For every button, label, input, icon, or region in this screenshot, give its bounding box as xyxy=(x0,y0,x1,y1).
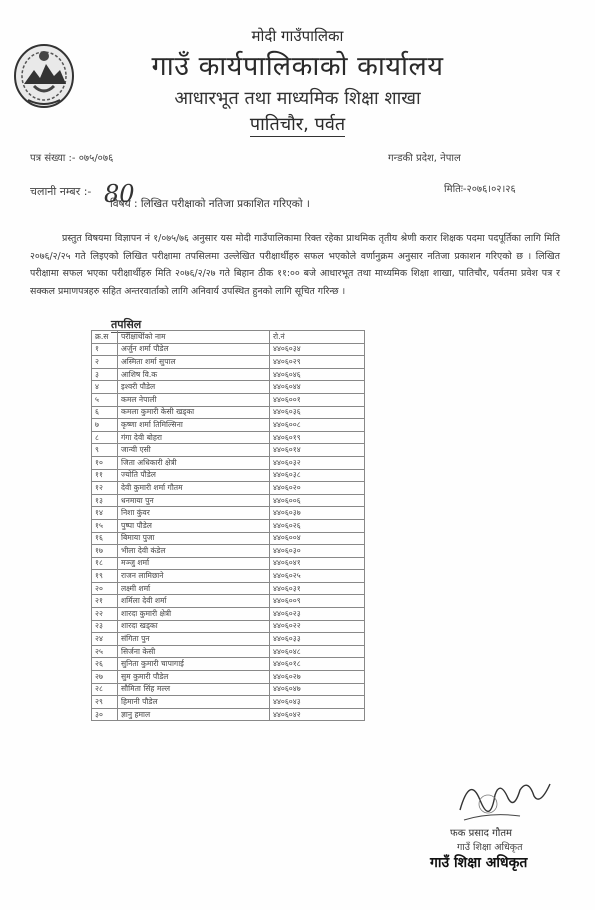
cell-sn: १ xyxy=(92,343,118,356)
table-row xyxy=(92,633,365,646)
office-address: पातिचौर, पर्वत xyxy=(249,114,346,135)
table-row xyxy=(92,431,365,444)
letter-body: प्रस्तुत विषयमा विज्ञापन नं १/०७५/७६ अनुसार यस मोदी गाउँपालिकामा रिक्त रहेका प्राथमिक तृतीय श्रेणी करार शिक्षक पदमा पदपूर्तिका लागि मिति २०७६/२/२५ गते लिइएको लिखित परीक्षामा तपसिलमा उल्लेखित परीक्षार्थीहरु सफल भएकोले वर्णानुक्रम अनुसार नतिजा प्रकाशन गरिएको छ । लिखित परीक्षामा सफल भएका परीक्षार्थीहरु मिति २०७६/२/२७ गते बिहान ठीक ११:०० बजे आधारभूत तथा माध्यमिक शिक्षा शाखा, पातिचौर, पर्वतमा प्रवेश पत्र र सक्कल प्रमाणपत्रहरु सहित अन्तरवार्ताको लागि अनिवार्य उपस्थित हुनको लागि सूचित गरिन्छ । xyxy=(30,233,560,297)
table-row xyxy=(92,482,365,495)
details-heading: तपसिल xyxy=(111,318,142,331)
cell-sn: ६ xyxy=(92,406,118,419)
cell-name: राजन लामिछाने xyxy=(118,570,270,583)
table-row xyxy=(92,368,365,381)
cell-name: अस्मिता शर्मा सुपाल xyxy=(118,356,270,369)
cell-roll: ४४०६००८ xyxy=(270,419,365,432)
table-row xyxy=(92,532,365,545)
cell-sn: २६ xyxy=(92,658,118,671)
cell-roll: ४४०६०४६ xyxy=(270,368,365,381)
cell-sn: २५ xyxy=(92,645,118,658)
cell-name: सौमिता सिंह मल्ल xyxy=(118,683,270,696)
results-table xyxy=(91,330,365,721)
table-row xyxy=(92,444,365,457)
cell-name: अर्जुन शर्मा पौडेल xyxy=(118,343,270,356)
table-row xyxy=(92,570,365,583)
table-row xyxy=(92,507,365,520)
table-row xyxy=(92,608,365,621)
col-header-sn: क्र.स xyxy=(92,331,118,344)
cell-name: कमला कुमारी केसी खड्का xyxy=(118,406,270,419)
table-row xyxy=(92,557,365,570)
table-row xyxy=(92,595,365,608)
cell-roll: ४४०६०२३ xyxy=(270,608,365,621)
table-row xyxy=(92,381,365,394)
table-row xyxy=(92,393,365,406)
cell-name: धनमाया पुन xyxy=(118,494,270,507)
cell-roll: ४४०६०४४ xyxy=(270,381,365,394)
col-header-name: परीक्षार्थीको नाम xyxy=(118,331,270,344)
cell-roll: ४४०६०४७ xyxy=(270,683,365,696)
table-header-row xyxy=(92,331,365,344)
cell-sn: ३ xyxy=(92,368,118,381)
cell-sn: १४ xyxy=(92,507,118,520)
cell-roll: ४४०६०३० xyxy=(270,545,365,558)
cell-roll: ४४०६०३१ xyxy=(270,582,365,595)
cell-sn: २८ xyxy=(92,683,118,696)
cell-sn: १८ xyxy=(92,557,118,570)
cell-name: बिमाया पुजा xyxy=(118,532,270,545)
table-row xyxy=(92,708,365,721)
cell-sn: २४ xyxy=(92,633,118,646)
cell-name: सिर्जना केसी xyxy=(118,645,270,658)
cell-sn: २२ xyxy=(92,608,118,621)
handwritten-signature xyxy=(450,770,560,830)
cell-name: आशिष वि.क xyxy=(118,368,270,381)
cell-name: गंगा देवी बोहरा xyxy=(118,431,270,444)
cell-roll: ४४०६००१ xyxy=(270,393,365,406)
cell-name: सुम कुमारी पौडेल xyxy=(118,671,270,684)
cell-name: भीला देवी कंडेल xyxy=(118,545,270,558)
table-row xyxy=(92,456,365,469)
table-row xyxy=(92,343,365,356)
table-row xyxy=(92,469,365,482)
cell-roll: ४४०६०४१ xyxy=(270,557,365,570)
dispatch-number: 80 xyxy=(104,180,135,208)
cell-name: हिमानी पौडेल xyxy=(118,696,270,709)
cell-sn: ५ xyxy=(92,393,118,406)
table-row xyxy=(92,519,365,532)
cell-name: जान्वी एसी xyxy=(118,444,270,457)
cell-name: जिता अधिकारी क्षेत्री xyxy=(118,456,270,469)
cell-sn: २३ xyxy=(92,620,118,633)
cell-sn: २० xyxy=(92,582,118,595)
cell-sn: २७ xyxy=(92,671,118,684)
cell-name: मञ्जु शर्मा xyxy=(118,557,270,570)
municipality-name: मोदी गाउँपालिका xyxy=(251,27,344,45)
cell-roll: ४४०६०३६ xyxy=(270,406,365,419)
cell-name: कमल नेपाली xyxy=(118,393,270,406)
cell-name: सुनिता कुमारी चापागाई xyxy=(118,658,270,671)
cell-roll: ४४०६००९ xyxy=(270,595,365,608)
table-row xyxy=(92,696,365,709)
cell-roll: ४४०६००६ xyxy=(270,494,365,507)
letter-number: पत्र संख्या :- ०७५/०७६ xyxy=(30,153,114,164)
cell-sn: १९ xyxy=(92,570,118,583)
cell-roll: ४४०६०३२ xyxy=(270,456,365,469)
cell-roll: ४४०६०३४ xyxy=(270,343,365,356)
cell-sn: २ xyxy=(92,356,118,369)
official-stamp: गाउँ शिक्षा अधिकृत xyxy=(430,855,528,871)
table-row xyxy=(92,406,365,419)
cell-roll: ४४०६०४८ xyxy=(270,645,365,658)
cell-sn: ३० xyxy=(92,708,118,721)
cell-roll: ४४०६०२० xyxy=(270,482,365,495)
cell-sn: २९ xyxy=(92,696,118,709)
cell-roll: ४४०६०१८ xyxy=(270,658,365,671)
cell-name: शारदा कुमारी क्षेत्री xyxy=(118,608,270,621)
province-location: गन्डकी प्रदेश, नेपाल xyxy=(388,153,461,164)
table-row xyxy=(92,419,365,432)
table-row xyxy=(92,582,365,595)
cell-roll: ४४०६०३८ xyxy=(270,469,365,482)
table-row xyxy=(92,494,365,507)
section-title: आधारभूत तथा माध्यमिक शिक्षा शाखा xyxy=(174,88,421,109)
cell-roll: ४४०६०१९ xyxy=(270,431,365,444)
cell-roll: ४४०६०३७ xyxy=(270,507,365,520)
cell-sn: १५ xyxy=(92,519,118,532)
cell-name: देवी कुमारी शर्मा गौतम xyxy=(118,482,270,495)
cell-name: शर्मिला देवी शर्मा xyxy=(118,595,270,608)
cell-sn: ७ xyxy=(92,419,118,432)
cell-sn: १२ xyxy=(92,482,118,495)
table-row xyxy=(92,356,365,369)
cell-sn: ८ xyxy=(92,431,118,444)
cell-sn: १७ xyxy=(92,545,118,558)
cell-name: निशा कुंवर xyxy=(118,507,270,520)
cell-name: कृष्णा शर्मा तिमिल्सिना xyxy=(118,419,270,432)
cell-sn: ९ xyxy=(92,444,118,457)
table-row xyxy=(92,620,365,633)
cell-sn: १६ xyxy=(92,532,118,545)
cell-sn: ११ xyxy=(92,469,118,482)
table-row xyxy=(92,545,365,558)
table-row xyxy=(92,683,365,696)
signatory-title: गाउँ शिक्षा अधिकृत xyxy=(457,842,523,853)
letter-subject: विषय : लिखित परीक्षाको नतिजा प्रकाशित गरिएको । xyxy=(110,198,310,210)
cell-sn: १३ xyxy=(92,494,118,507)
cell-name: पुष्पा पौडेल xyxy=(118,519,270,532)
cell-roll: ४४०६०२५ xyxy=(270,570,365,583)
cell-name: इश्वरी पौडेल xyxy=(118,381,270,394)
cell-roll: ४४०६०२६ xyxy=(270,519,365,532)
table-row xyxy=(92,645,365,658)
cell-roll: ४४०६००४ xyxy=(270,532,365,545)
cell-name: ज्ञानु हमाल xyxy=(118,708,270,721)
cell-sn: २१ xyxy=(92,595,118,608)
cell-roll: ४४०६०२२ xyxy=(270,620,365,633)
cell-name: संगिता पुन xyxy=(118,633,270,646)
cell-roll: ४४०६०४३ xyxy=(270,696,365,709)
cell-sn: ४ xyxy=(92,381,118,394)
cell-roll: ४४०६०३३ xyxy=(270,633,365,646)
signatory-name: फक प्रसाद गौतम xyxy=(450,828,512,839)
cell-roll: ४४०६०२७ xyxy=(270,671,365,684)
cell-roll: ४४०६०१४ xyxy=(270,444,365,457)
office-title: गाउँ कार्यपालिकाको कार्यालय xyxy=(151,51,444,82)
col-header-roll: रो.नं xyxy=(270,331,365,344)
cell-name: शारदा खड्का xyxy=(118,620,270,633)
cell-name: लक्ष्मी शर्मा xyxy=(118,582,270,595)
cell-roll: ४४०६०४२ xyxy=(270,708,365,721)
cell-sn: १० xyxy=(92,456,118,469)
dispatch-label: चलानी नम्बर :- xyxy=(30,185,92,198)
table-row xyxy=(92,658,365,671)
table-row xyxy=(92,671,365,684)
letter-date: मितिः-२०७६।०२।२६ xyxy=(444,184,516,195)
cell-name: ज्योति पौडेल xyxy=(118,469,270,482)
cell-roll: ४४०६०२९ xyxy=(270,356,365,369)
